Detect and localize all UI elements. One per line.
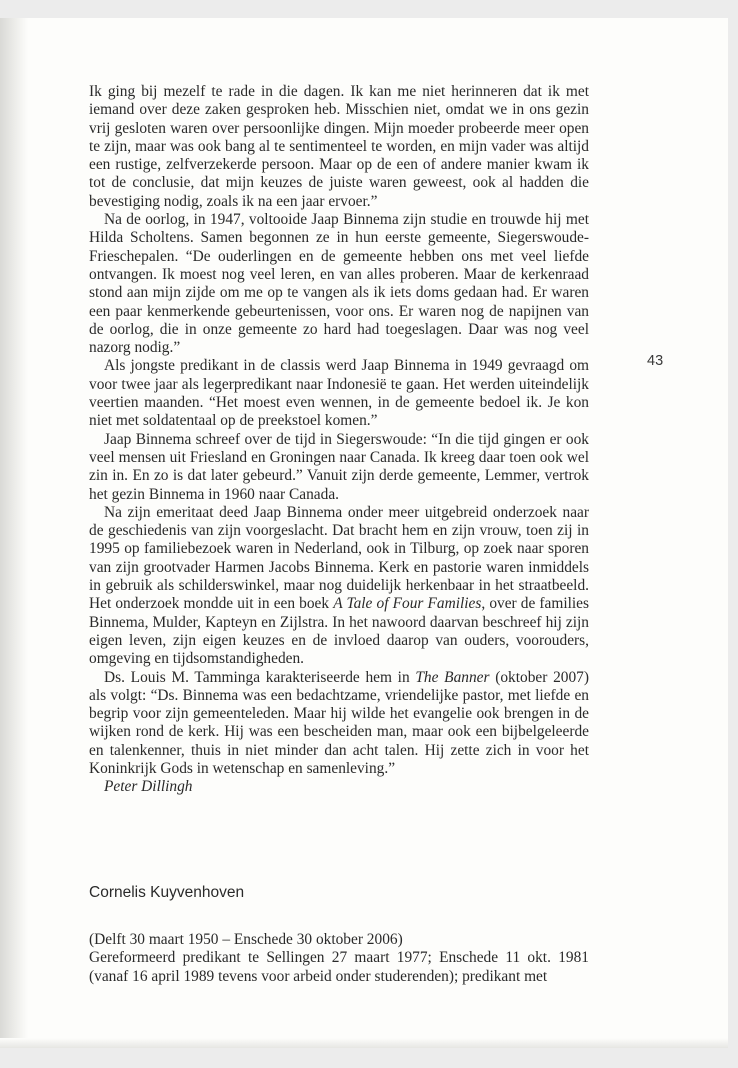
page-edge-shadow [0,1038,728,1048]
page-number: 43 [647,353,664,369]
paragraph: Ik ging bij mezelf te rade in die dagen. Ik kan me niet herinneren dat ik met iemand over deze zaken gesproken heb. Misschien niet, omdat we in ons gezin vrij gesloten waren over persoonlijke dingen. Mijn moeder probeerde meer open te zijn, maar was ook bang al te sentimenteel te worden, en mijn vader was altijd een rustige, zelfverzekerde persoon. Maar op de een of andere manier kwam ik tot de conclusie, dat mijn keuzes de juiste waren geweest, ook al hadden die bevestiging nodig, zoals ik na een jaar ervoer.” [89,83,589,210]
paragraph-text: Na zijn emeritaat deed Jaap Binnema onder meer uitgebreid onderzoek naar de geschiedenis van zijn voorgeslacht. Dat bracht hem en zijn vrouw, toen zij in 1995 op familiebezoek waren in Nederland, ook in Tilburg, op zoek naar sporen van zijn grootvader Harmen Jacobs Binnema. Kerk en pastorie waren inmiddels in gebruik als schilderswinkel, maar nog duidelijk herkenbaar in het straatbeeld. Het onderzoek mondde uit in een boek [89,503,589,613]
paragraph-text: (oktober 2007) als volgt: “Ds. Binnema was een bedachtzame, vriendelijke pastor, met liefde en begrip voor zijn gemeenteleden. Maar hij wilde het evangelie ook brengen in de wijken rond de kerk. Hij was een bescheiden man, maar ook een bijbelgeleerde en talenkenner, thuis in niet minder dan acht talen. Hij zette zich in voor het Koninkrijk Gods in wetenschap en samenleving.” [89,668,589,777]
paragraph: Als jongste predikant in de classis werd Jaap Binnema in 1949 gevraagd om voor twee jaar als legerpredikant naar Indonesië te gaan. Het werden uiteindelijk veertien maanden. “Het moest even wennen, in de gemeente bedoel ik. Je kon niet met soldatentaal op de preekstoel komen.” [89,357,589,430]
paragraph-text: , over de families Binnema, Mulder, Kapteyn en Zijlstra. In het nawoord daarvan beschreef hij zijn eigen leven, zijn eigen keuzes en de invloed daarop van ouders, voorouders, omgeving en tijdsomstandigheden. [89,595,590,668]
bio-dates: (Delft 30 maart 1950 – Enschede 30 oktober 2006) [89,931,403,948]
paragraph [89,669,589,779]
paragraph [89,504,589,669]
binding-shadow [0,18,28,1048]
bio-career: Gereformeerd predikant te Sellingen 27 maart 1977; Enschede 11 okt. 1981 (vanaf 16 april 1989 tevens voor arbeid onder studerenden); predikant met [89,949,589,985]
paragraph: Na de oorlog, in 1947, voltooide Jaap Binnema zijn studie en trouwde hij met Hilda Scholtens. Samen begonnen ze in hun eerste gemeente, Siegerswoude-Frieschepalen. “De ouderlingen en de gemeente hebben ons met veel liefde ontvangen. Ik moest nog veel leren, en van alles proberen. Maar de kerkenraad stond aan mijn zijde om me op te vangen als ik iets doms gedaan had. Er waren een paar kenmerkende gebeurtenissen, voor ons. Er waren nog de napijnen van de oorlog, die in onze gemeente zo hard had toegeslagen. Daar was nog veel nazorg nodig.” [89,211,589,357]
book-title: A Tale of Four Families [333,595,482,613]
paragraph: Jaap Binnema schreef over de tijd in Siegerswoude: “In die tijd gingen er ook veel mensen uit Friesland en Groningen naar Canada. Ik kreeg daar toen ook wel zin in. En zo is dat later gebeurd.” Vanuit zijn derde gemeente, Lemmer, vertrok het gezin Binnema in 1960 naar Canada. [89,430,589,503]
paragraph-text: Ds. Louis M. Tamminga karakteriseerde hem in [104,668,416,686]
author-name: Peter Dillingh [104,778,193,796]
section-heading: Cornelis Kuyvenhoven [89,884,245,901]
author-signature [89,778,589,796]
book-page [0,18,728,1048]
article-body [89,83,589,797]
magazine-title: The Banner [415,668,490,686]
biography [89,931,589,986]
